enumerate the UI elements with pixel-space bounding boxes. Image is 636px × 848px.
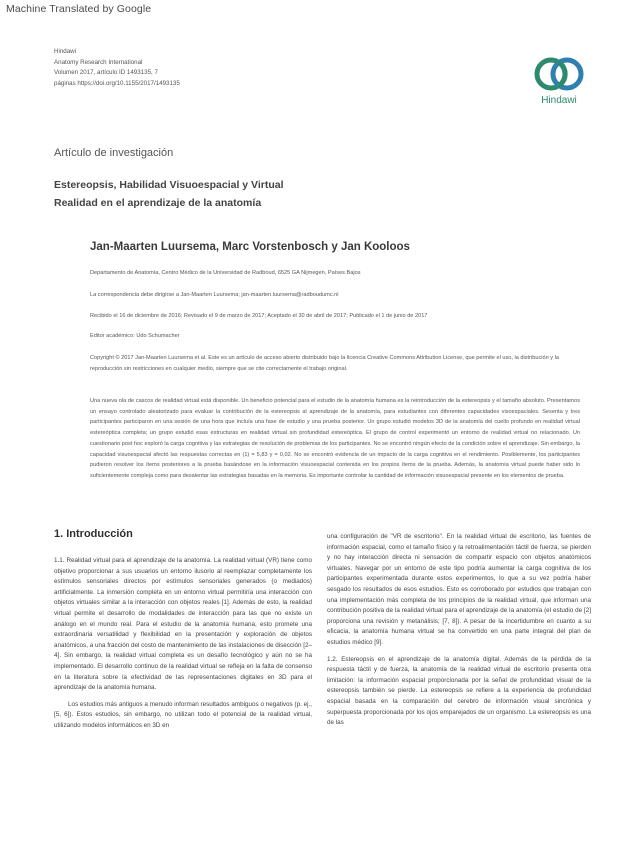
article-type: Artículo de investigación — [54, 147, 174, 159]
publication-dates: Recibido el 16 de diciembre de 2016; Revisado el 9 de marzo de 2017; Aceptado el 30 de abril de 2017; Publicado el 1 de junio de 2017 — [90, 313, 428, 319]
journal-volume: Volumen 2017, artículo ID 1493135, 7 — [54, 69, 158, 76]
title-line-2: Realidad en el aprendizaje de la anatomía — [54, 197, 262, 209]
right-column — [327, 532, 591, 729]
academic-editor: Editor académico: Udo Schumacher — [90, 333, 180, 339]
correspondence: La correspondencia debe dirigirse a Jan-Maarten Luursema; jan-maarten.luursema@radboudumc.nl — [90, 292, 339, 298]
authors: Jan-Maarten Luursema, Marc Vorstenbosch y Jan Kooloos — [90, 241, 410, 253]
hindawi-logo — [528, 52, 590, 108]
publisher-name: Hindawi — [54, 48, 77, 55]
hindawi-rings-icon — [528, 52, 590, 96]
paragraph: 1.1. Realidad virtual para el aprendizaje de la anatomía. La realidad virtual (VR) tiene como objetivo proporcionar a sus usuarios un entorno ilusorio al reemplazar completamente los estímulos sensoriales directos por estímulos sensoriales generados (o mediados) artificialmente. La inmersión completa en un entorno virtual permitiría una interacción con objetos virtuales similar a la interacción con objetos reales [1]. Además de esto, la realidad virtual permite el desarrollo de modalidades de interacción para las que no existe un análogo en el mundo real. Para el estudio de la anatomía humana, esto promete una extraordinaria versatilidad y flexibilidad en la presentación y exploración de objetos anatómicos, a una fracción del costo de mantenimiento de las instalaciones de disección [2–4]. Sin embargo, la realidad virtual completa es un desafío tecnológico y aún no se ha implementado. El desarrollo continuo de la realidad virtual se refleja en la falta de consenso en la literatura sobre la efectividad de las representaciones digitales en 3D para el aprendizaje de la anatomía humana. — [54, 557, 312, 692]
copyright-notice: Copyright © 2017 Jan-Maarten Luursema et al. Este es un artículo de acceso abierto distribuido bajo la licencia Creative Commons Attribution License, que permite el uso, la distribución y la reproducción sin restricciones en cualquier medio, siempre que se cite correctamente el trabajo original. — [90, 355, 559, 372]
section-heading: 1. Introducción — [54, 528, 133, 540]
journal-name: Anatomy Research International — [54, 58, 143, 66]
paragraph: Los estudios más antiguos a menudo informan resultados ambiguos o negativos (p. ej., [5, 6]). Estos estudios, sin embargo, no utilizan todo el potencial de la realidad virtual, utilizando modelos informáticos en 3D en — [54, 700, 312, 729]
paragraph: 1.2. Estereopsis en el aprendizaje de la anatomía digital. Además de la pérdida de la respuesta táctil y de fuerza, la anatomía de la realidad virtual de escritorio presenta otra limitación: la información espacial proporcionada por la señal de profundidad visual de la estereopsis también se pierde. La estereopsis se refiere a la experiencia de profundidad espacial basada en la comparación del cerebro de información visual sincrónica y superpuesta proporcionada por los ojos emparejados de un organismo. La estereopsis es una de las — [327, 655, 591, 727]
title-line-1: Estereopsis, Habilidad Visuoespacial y Virtual — [54, 179, 284, 191]
paragraph: una configuración de "VR de escritorio". En la realidad virtual de escritorio, las fuentes de información espacial, como el tamaño físico y la retroalimentación táctil de fuerza, se pierden y no hay interacción directa ni sensación de compartir espacio con objetos anatómicos virtuales. Navegar por un entorno de este tipo podría aumentar la carga cognitiva de los participantes experimentada durante estos experimentos, lo que a su vez podría haber sesgado los resultados de esos estudios. Esto es corroborado por estudios que trabajan con una implementación más completa de los principios de la realidad virtual, que informan una contribución positiva de la realidad virtual para el aprendizaje de la anatomía (el estudio de [2] proporciona una revisión y metanálisis; [7, 8]). A pesar de la incertidumbre en cuanto a su eficacia, la anatomía humana virtual se ha convertido en una parte integral del plan de estudios médico [9]. — [327, 533, 591, 646]
journal-doi: páginas https://doi.org/10.1155/2017/1493135 — [54, 79, 180, 87]
machine-translation-banner: Machine Translated by Google — [6, 3, 152, 15]
hindawi-logo-text: Hindawi — [541, 95, 577, 106]
paper-title — [54, 176, 554, 212]
left-column — [54, 556, 312, 732]
journal-info — [54, 47, 180, 89]
abstract: Una nueva ola de cascos de realidad virtual está disponible. Un beneficio potencial para el estudio de la anatomía humana es la reintroducción de la estereopsis y el tamaño absoluto. Presentamos un ensayo controlado aleatorizado para evaluar la contribución de la estereopsis al aprendizaje de la anatomía, para estudiantes con diferentes capacidades visoespaciales. Sesenta y tres participantes participaron en una sesión de una hora que incluía una fase de estudio y una prueba posterior. Un grupo estudió modelos 3D de la anatomía del cuello profundo en realidad virtual estereóptica completa; un grupo estudió esas estructuras en realidad virtual sin profundidad estereóptica. El grupo de control experimentó un entorno de realidad virtual no relacionado. Un cuestionario post hoc exploró la carga cognitiva y las estrategias de resolución de problemas de los participantes. No se encontró ningún efecto de la condición sobre el aprendizaje. Sin embargo, la capacidad visuoespacial afectó las respuestas correctas en (1) = 5,83 y = 0,02. No se encontró evidencia de un impacto de la carga cognitiva en el rendimiento. Posiblemente, los participantes pudieron resolver los ítems posteriores a la prueba basándose en la información visuoespacial contenida en los propios ítems de la prueba. Además, la anatomía virtual puede haber sido lo suficientemente compleja como para desalentar las estrategias basadas en la memoria. Es importante controlar la cantidad de información visuoespacial presente en los elementos de prueba. — [90, 398, 580, 479]
affiliation: Departamento de Anatomía, Centro Médico de la Universidad de Radboud, 6525 GA Nijmegen, Países Bajos — [90, 270, 361, 276]
